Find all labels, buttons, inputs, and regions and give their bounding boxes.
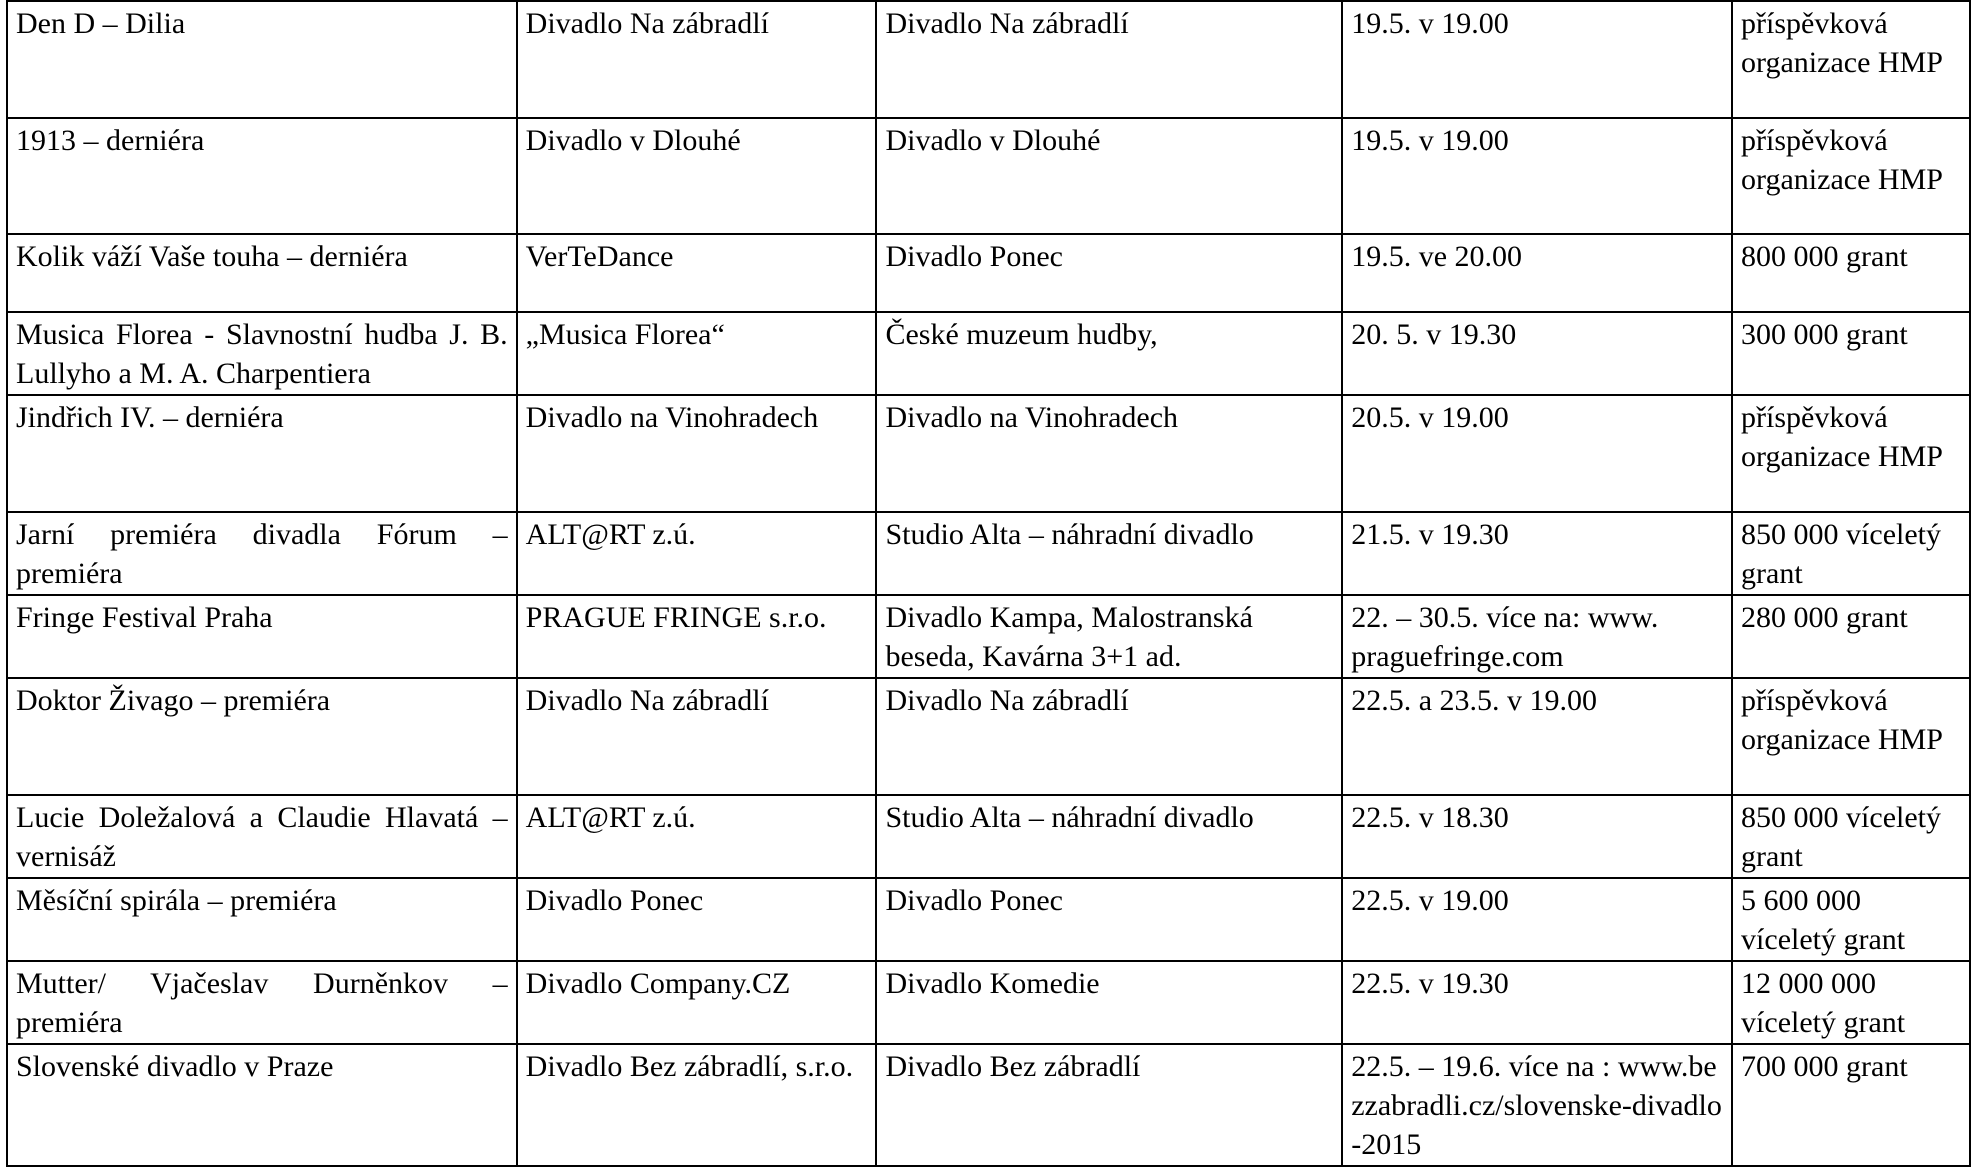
funding-cell: příspěvková organizace HMP [1732,1,1970,118]
venue-cell: Studio Alta – náhradní divadlo [876,795,1342,878]
venue-cell: Divadlo Bez zábradlí [876,1044,1342,1166]
funding-cell: příspěvková organizace HMP [1732,118,1970,234]
date-cell: 22.5. v 19.30 [1342,961,1732,1044]
venue-cell: Divadlo Na zábradlí [876,1,1342,118]
event-title-cell: Jarní premiéra divadla Fórum – premiéra [7,512,517,595]
event-title-cell: Kolik váží Vaše touha – derniéra [7,234,517,312]
organizer-cell: Divadlo Na zábradlí [517,678,877,795]
date-cell: 19.5. v 19.00 [1342,118,1732,234]
date-cell: 21.5. v 19.30 [1342,512,1732,595]
event-title-cell: Doktor Živago – premiéra [7,678,517,795]
venue-cell: Divadlo na Vinohradech [876,395,1342,512]
organizer-cell: Divadlo Company.CZ [517,961,877,1044]
event-title-cell: Mutter/ Vjačeslav Durněnkov – premiéra [7,961,517,1044]
event-title-cell: 1913 – derniéra [7,118,517,234]
table-row [7,795,1970,878]
event-title-cell: Den D – Dilia [7,1,517,118]
venue-cell: České muzeum hudby, [876,312,1342,395]
organizer-cell: Divadlo na Vinohradech [517,395,877,512]
table-row [7,1,1970,118]
venue-cell: Divadlo Komedie [876,961,1342,1044]
organizer-cell: Divadlo Ponec [517,878,877,961]
table-row [7,961,1970,1044]
organizer-cell: ALT@RT z.ú. [517,795,877,878]
venue-cell: Divadlo v Dlouhé [876,118,1342,234]
date-cell: 22. – 30.5. více na: www. praguefringe.com [1342,595,1732,678]
date-cell: 22.5. – 19.6. více na : www.bezzabradli.cz/slovenske-divadlo-2015 [1342,1044,1732,1166]
venue-cell: Divadlo Kampa, Malostranská beseda, Kavárna 3+1 ad. [876,595,1342,678]
event-title-cell: Lucie Doležalová a Claudie Hlavatá – vernisáž [7,795,517,878]
date-cell: 22.5. a 23.5. v 19.00 [1342,678,1732,795]
table-row [7,595,1970,678]
date-cell: 19.5. ve 20.00 [1342,234,1732,312]
table-row [7,878,1970,961]
table-row [7,395,1970,512]
table-row [7,1044,1970,1166]
funding-cell: 12 000 000 víceletý grant [1732,961,1970,1044]
organizer-cell: Divadlo Na zábradlí [517,1,877,118]
date-cell: 22.5. v 18.30 [1342,795,1732,878]
table-row [7,118,1970,234]
date-cell: 20.5. v 19.00 [1342,395,1732,512]
events-table [6,0,1971,1167]
event-title-cell: Slovenské divadlo v Praze [7,1044,517,1166]
organizer-cell: Divadlo v Dlouhé [517,118,877,234]
table-row [7,234,1970,312]
funding-cell: 5 600 000 víceletý grant [1732,878,1970,961]
table-row [7,678,1970,795]
funding-cell: 850 000 víceletý grant [1732,512,1970,595]
event-title-cell: Musica Florea - Slavnostní hudba J. B. Lullyho a M. A. Charpentiera [7,312,517,395]
funding-cell: příspěvková organizace HMP [1732,395,1970,512]
organizer-cell: VerTeDance [517,234,877,312]
event-title-cell: Jindřich IV. – derniéra [7,395,517,512]
venue-cell: Divadlo Ponec [876,878,1342,961]
table-row [7,512,1970,595]
funding-cell: 800 000 grant [1732,234,1970,312]
date-cell: 20. 5. v 19.30 [1342,312,1732,395]
venue-cell: Divadlo Na zábradlí [876,678,1342,795]
venue-cell: Divadlo Ponec [876,234,1342,312]
event-title-cell: Měsíční spirála – premiéra [7,878,517,961]
date-cell: 22.5. v 19.00 [1342,878,1732,961]
date-cell: 19.5. v 19.00 [1342,1,1732,118]
funding-cell: příspěvková organizace HMP [1732,678,1970,795]
organizer-cell: ALT@RT z.ú. [517,512,877,595]
funding-cell: 850 000 víceletý grant [1732,795,1970,878]
organizer-cell: „Musica Florea“ [517,312,877,395]
funding-cell: 280 000 grant [1732,595,1970,678]
table-row [7,312,1970,395]
funding-cell: 700 000 grant [1732,1044,1970,1166]
organizer-cell: Divadlo Bez zábradlí, s.r.o. [517,1044,877,1166]
organizer-cell: PRAGUE FRINGE s.r.o. [517,595,877,678]
venue-cell: Studio Alta – náhradní divadlo [876,512,1342,595]
funding-cell: 300 000 grant [1732,312,1970,395]
event-title-cell: Fringe Festival Praha [7,595,517,678]
